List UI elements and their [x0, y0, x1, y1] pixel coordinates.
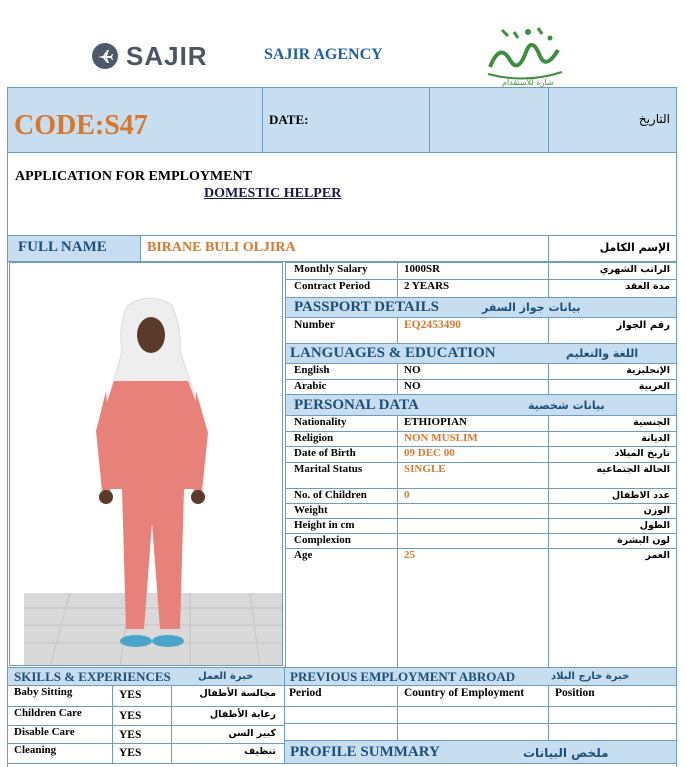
personal-row-label-ar-cell: [548, 431, 677, 447]
application-title: APPLICATION FOR EMPLOYMENT: [15, 169, 252, 184]
personal-row-value-cell: [397, 462, 549, 489]
passport-number-value-cell: [397, 317, 549, 344]
skill-row-value-cell: [112, 743, 172, 764]
personal-row-value: SINGLE: [404, 463, 446, 475]
skill-row-value-cell: [112, 725, 172, 744]
personal-row-label-ar: الحالة الجتماعيه: [596, 464, 670, 475]
personal-row-label-ar-cell: [548, 488, 677, 504]
personal-row-label-cell: [285, 488, 398, 504]
personal-row-value-cell: [397, 503, 549, 519]
language-row-label-cell: [285, 363, 398, 380]
contract-row-label-ar-cell: [548, 279, 677, 298]
date-label: DATE:: [269, 112, 309, 127]
date-label-ar: التاريخ: [638, 112, 670, 126]
personal-row-label-ar: عدد الاطفال: [611, 490, 670, 501]
agency-title: SAJIR AGENCY: [264, 46, 383, 63]
passport-section-header: [285, 297, 677, 318]
skill-label-ar: كبير السن: [228, 728, 276, 739]
skill-value: YES: [119, 729, 142, 741]
language-row-label-ar-cell: [548, 363, 677, 380]
contract-row-label: Monthly Salary: [294, 263, 368, 275]
personal-row-value-cell: [397, 431, 549, 447]
personal-row-label-ar: العمر: [645, 550, 670, 561]
passport-number-label-ar: رقم الجواز: [616, 320, 670, 331]
previous-empty-1c: [548, 706, 677, 724]
date-cell: [262, 87, 430, 153]
skill-label-ar: تنظيف: [244, 746, 276, 757]
skill-row-ar-cell: [171, 706, 285, 726]
profile-title: PROFILE SUMMARY: [290, 744, 440, 760]
full-name-value-cell: [140, 235, 549, 262]
brand-text: SAJIR: [126, 40, 208, 71]
personal-row-label-cell: [285, 503, 398, 519]
personal-row-value-cell: [397, 446, 549, 463]
contract-row-label-cell: [285, 279, 398, 298]
personal-row-label-cell: [285, 518, 398, 534]
skill-label: Disable Care: [14, 726, 75, 738]
personal-row-label-cell: [285, 431, 398, 447]
passport-number-value: EQ2453490: [404, 319, 461, 331]
language-row-value-cell: [397, 363, 549, 380]
personal-row-label-ar: لون البشرة: [617, 535, 670, 546]
previous-position-header: Position: [555, 687, 595, 699]
personal-row-label-ar: تاريخ الميلاد: [614, 448, 670, 459]
contract-row-label-cell: [285, 262, 398, 280]
previous-empty-1b: [397, 706, 549, 724]
skill-row-label-cell: [7, 706, 113, 726]
skill-value: YES: [119, 747, 142, 759]
personal-row-label-cell: [285, 462, 398, 489]
personal-title-ar: بيانات شخصية: [528, 399, 605, 412]
code-value: CODE:S47: [14, 110, 148, 141]
personal-section-header: [285, 394, 677, 416]
date-ar-cell: [548, 87, 677, 153]
contract-row-value: 1000SR: [404, 263, 441, 275]
passport-title-ar: بيانات جواز السفر: [482, 301, 581, 314]
personal-row-label-ar-cell: [548, 415, 677, 432]
date-value-cell: [429, 87, 549, 153]
personal-row-value: 0: [404, 489, 410, 501]
personal-row-label-ar: الطول: [639, 520, 670, 531]
passport-title: PASSPORT DETAILS: [294, 299, 439, 315]
personal-row-label-ar: الديانة: [641, 433, 670, 444]
contract-row-value-cell: [397, 262, 549, 280]
passport-number-label-cell: [285, 317, 398, 344]
personal-row-label-cell: [285, 548, 398, 669]
previous-empty-2c: [548, 723, 677, 741]
skill-row-value-cell: [112, 685, 172, 707]
personal-row-label-ar-cell: [548, 462, 677, 489]
contract-row-label: Contract Period: [294, 280, 371, 292]
contract-row-label-ar: الراتب الشهري: [599, 264, 670, 275]
previous-col-country: [397, 685, 549, 707]
language-row-label-ar: الإنجليزية: [626, 365, 670, 376]
personal-title: PERSONAL DATA: [294, 397, 419, 413]
personal-row-value: ETHIOPIAN: [404, 416, 467, 428]
personal-row-label: Age: [294, 549, 313, 561]
full-name-ar-cell: [548, 235, 677, 262]
skill-label: Children Care: [14, 707, 82, 719]
language-row-label: Arabic: [294, 380, 327, 392]
previous-empty-2b: [397, 723, 549, 741]
skill-row-ar-cell: [171, 685, 285, 707]
full-name-label-ar: الإسم الكامل: [599, 241, 670, 254]
personal-row-value-cell: [397, 488, 549, 504]
application-cell: [7, 152, 677, 236]
personal-row-value: NON MUSLIM: [404, 432, 478, 444]
personal-row-value: 25: [404, 549, 415, 561]
skill-row-label-cell: [7, 685, 113, 707]
previous-country-header: Country of Employment: [404, 687, 525, 699]
personal-row-label-ar: الجنسية: [633, 417, 670, 428]
personal-row-label: Height in cm: [294, 519, 355, 531]
personal-row-label-cell: [285, 446, 398, 463]
skill-row-label-cell: [7, 725, 113, 744]
previous-empty-1a: [284, 706, 398, 724]
arabic-logo-text: شارة للاستقدام: [502, 78, 554, 87]
personal-row-label-ar-cell: [548, 548, 677, 669]
language-row-label-ar: العربية: [638, 381, 670, 392]
code-cell: [7, 87, 263, 153]
languages-section-header: [285, 343, 677, 364]
skills-title-ar: خبرة العمل: [198, 671, 254, 682]
personal-row-label: Date of Birth: [294, 447, 356, 459]
contract-row-label-ar: مدة العقد: [625, 281, 670, 292]
personal-row-value-cell: [397, 548, 549, 669]
personal-row-value: 09 DEC 00: [404, 447, 455, 459]
languages-title: LANGUAGES & EDUCATION: [290, 345, 496, 361]
personal-row-label-cell: [285, 415, 398, 432]
personal-row-label-ar-cell: [548, 533, 677, 549]
profile-section-header: [284, 740, 677, 764]
personal-row-label-ar-cell: [548, 503, 677, 519]
sajir-logo: [92, 40, 208, 72]
skill-row-ar-cell: [171, 743, 285, 764]
full-name-label: FULL NAME: [18, 239, 107, 255]
full-name-value: BIRANE BULI OLJIRA: [147, 240, 296, 255]
contract-row-value: 2 YEARS: [404, 280, 450, 292]
previous-empty-2a: [284, 723, 398, 741]
contract-row-label-ar-cell: [548, 262, 677, 280]
skill-row-value-cell: [112, 706, 172, 726]
skill-value: YES: [119, 689, 142, 701]
skills-section-header: [7, 667, 285, 686]
personal-row-label-ar-cell: [548, 446, 677, 463]
languages-title-ar: اللغة والتعليم: [566, 347, 639, 360]
skill-label: Cleaning: [14, 744, 57, 756]
skill-label-ar: مجالسة الأطفال: [199, 688, 276, 699]
personal-row-value-cell: [397, 533, 549, 549]
skill-value: YES: [119, 710, 142, 722]
personal-row-value-cell: [397, 415, 549, 432]
personal-row-value-cell: [397, 518, 549, 534]
personal-row-label: Weight: [294, 504, 328, 516]
personal-row-label: Religion: [294, 432, 334, 444]
application-position: DOMESTIC HELPER: [204, 186, 342, 201]
skill-row-ar-cell: [171, 725, 285, 744]
contract-row-value-cell: [397, 279, 549, 298]
skill-row-label-cell: [7, 743, 113, 764]
personal-row-label: No. of Children: [294, 489, 367, 501]
airplane-icon: [92, 43, 118, 69]
passport-number-ar-cell: [548, 317, 677, 344]
language-row-value: NO: [404, 364, 421, 376]
personal-row-label-ar: الوزن: [643, 505, 670, 516]
personal-row-label: Marital Status: [294, 463, 363, 475]
full-name-label-cell: [7, 235, 141, 262]
language-row-label: English: [294, 364, 330, 376]
skill-label-ar: رعاية الأطفال: [209, 709, 276, 720]
candidate-photo: [9, 262, 283, 666]
arabic-calligraphy-logo: [480, 22, 570, 92]
previous-title: PREVIOUS EMPLOYMENT ABROAD: [290, 669, 516, 684]
language-row-value: NO: [404, 380, 421, 392]
personal-row-label: Nationality: [294, 416, 347, 428]
skills-title: SKILLS & EXPERIENCES: [14, 669, 171, 684]
previous-section-header: [284, 667, 677, 686]
previous-period-header: Period: [289, 687, 322, 699]
profile-title-ar: ملخص البيانات: [523, 746, 609, 760]
personal-row-label-cell: [285, 533, 398, 549]
personal-row-label: Complexion: [294, 534, 351, 546]
passport-number-label: Number: [294, 319, 335, 331]
personal-row-label-ar-cell: [548, 518, 677, 534]
previous-title-ar: خبرة خارج البلاد: [551, 671, 630, 682]
skill-label: Baby Sitting: [14, 686, 73, 698]
previous-col-position: [548, 685, 677, 707]
previous-col-period: [284, 685, 398, 707]
